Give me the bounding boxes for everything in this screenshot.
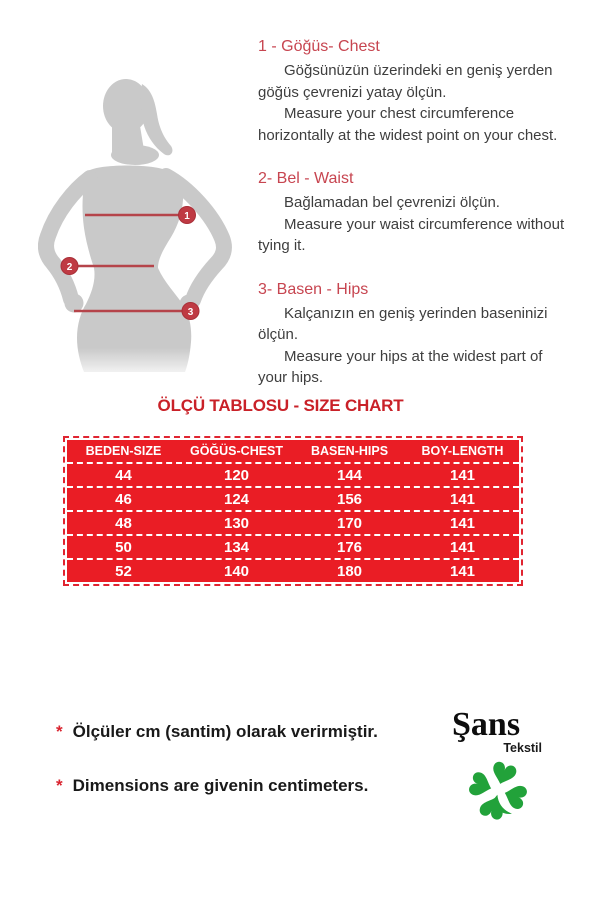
notes	[56, 720, 486, 828]
silhouette-shape	[46, 79, 224, 372]
table-cell: 141	[449, 466, 476, 484]
table-cell: 46	[115, 490, 132, 508]
table-row	[67, 464, 519, 488]
table-row	[67, 488, 519, 512]
table-cell: 141	[449, 514, 476, 532]
section-hips	[258, 279, 574, 389]
table-cell: 52	[115, 562, 132, 580]
table-header-cell-size: BEDEN-SIZE	[85, 444, 162, 458]
section-heading-waist: 2- Bel - Waist	[258, 170, 354, 187]
table-cell: 124	[223, 490, 250, 508]
table-header-cell-hips: BASEN-HIPS	[310, 444, 389, 458]
table-cell: 180	[336, 562, 363, 580]
note-text: Ölçüler cm (santim) olarak verirmiştir.	[72, 722, 378, 741]
table-row	[67, 560, 519, 582]
table-cell: 141	[449, 538, 476, 556]
table-cell: 48	[115, 514, 132, 532]
silhouette-left-hand	[65, 294, 84, 313]
section-chest	[258, 36, 574, 146]
note-line-english	[56, 774, 486, 798]
note-text: Dimensions are givenin centimeters.	[72, 776, 369, 795]
note-line-turkish	[56, 720, 486, 744]
silhouette-hair	[141, 84, 173, 155]
silhouette-neck-base	[111, 145, 159, 165]
table-header-cell-length: BOY-LENGTH	[421, 444, 504, 458]
table-cell: 44	[115, 466, 132, 484]
section-text-english: Measure your hips at the widest part of your hips.	[258, 347, 543, 386]
table-cell: 141	[449, 562, 476, 580]
note-asterisk: *	[56, 722, 63, 741]
section-heading-chest: 1 - Göğüs- Chest	[258, 38, 380, 55]
section-text-turkish: Bağlamadan bel çevrenizi ölçün.	[284, 194, 500, 211]
brand-logo	[452, 708, 556, 826]
table-cell: 141	[449, 490, 476, 508]
table-cell: 130	[223, 514, 250, 532]
size-chart-table-body	[67, 440, 519, 582]
table-row	[67, 512, 519, 536]
table-cell: 134	[223, 538, 250, 556]
table-cell: 50	[115, 538, 132, 556]
marker-number-3: 3	[187, 306, 194, 318]
brand-subtitle: Tekstil	[503, 741, 542, 755]
table-cell: 140	[223, 562, 250, 580]
table-cell: 176	[336, 538, 363, 556]
section-heading-hips: 3- Basen - Hips	[258, 280, 369, 298]
table-header-row	[67, 440, 519, 464]
size-chart-title: ÖLÇÜ TABLOSU - SIZE CHART	[157, 396, 404, 415]
size-chart-table	[63, 436, 523, 586]
section-text-english: Measure your chest circumference horizontally at the widest point on your chest.	[258, 105, 558, 144]
section-text-english: Measure your waist circumference without tying it.	[258, 215, 565, 254]
section-text-turkish: Kalçanızın en geniş yerinden baseninizi ölçün.	[258, 304, 548, 343]
table-header-cell-chest: GÖĞÜS-CHEST	[189, 444, 284, 458]
table-row	[67, 536, 519, 560]
table-cell: 120	[223, 466, 250, 484]
measure-instructions	[258, 36, 574, 411]
four-leaf-clover-icon	[462, 758, 534, 826]
table-cell: 156	[336, 490, 363, 508]
body-silhouette-figure	[38, 78, 250, 380]
marker-number-2: 2	[66, 261, 73, 273]
note-asterisk: *	[56, 776, 63, 795]
brand-name: Şans	[452, 706, 521, 743]
section-text-turkish: Göğsünüzün üzerindeki en geniş yerden göğüs çevrenizi yatay ölçün.	[258, 62, 553, 101]
silhouette-torso	[77, 166, 191, 373]
section-waist	[258, 168, 574, 257]
table-cell: 170	[336, 514, 363, 532]
marker-number-1: 1	[184, 210, 190, 222]
silhouette-bottom-fade	[38, 348, 250, 380]
table-cell: 144	[336, 466, 363, 484]
